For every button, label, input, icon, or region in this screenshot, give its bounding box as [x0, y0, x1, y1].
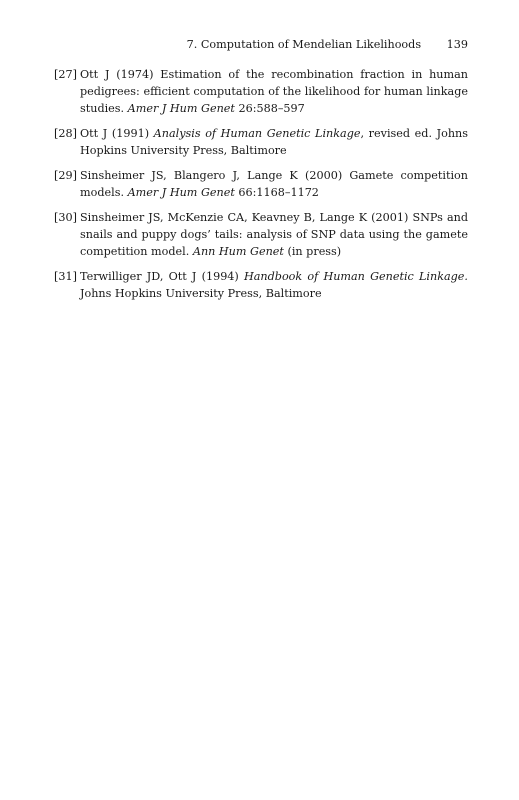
reference-segment: 66:1168–1172 — [234, 186, 319, 199]
reference-segment: Ott J (1991) — [80, 127, 154, 140]
reference-text — [80, 127, 468, 157]
reference-text — [80, 211, 468, 258]
journal-title: Amer J Hum Genet — [127, 186, 235, 199]
reference-list — [54, 66, 468, 310]
reference-item — [54, 209, 468, 260]
reference-text — [80, 270, 468, 300]
reference-segment: Terwilliger JD, Ott J (1994) — [80, 270, 244, 283]
reference-item — [54, 125, 468, 159]
book-title: Analysis of Human Genetic Linkage — [153, 127, 361, 140]
reference-segment: Johns Hopkins University Press, Baltimore — [80, 287, 322, 300]
reference-segment: (in press) — [283, 245, 342, 258]
reference-segment: Ott J (1974) Estimation of the recombination fraction in human pedigrees: efficient computation of the likelihood for human linkage studies. — [80, 68, 468, 115]
reference-number: [28] — [54, 127, 77, 140]
reference-text — [80, 68, 468, 115]
chapter-title: 7. Computation of Mendelian Likelihoods — [186, 38, 422, 51]
reference-number: [29] — [54, 169, 77, 182]
running-head — [0, 38, 468, 51]
journal-title: Ann Hum Genet — [192, 245, 284, 258]
reference-item — [54, 268, 468, 302]
book-title: Handbook of Human Genetic Linkage. — [243, 270, 468, 283]
reference-item — [54, 167, 468, 201]
reference-text — [80, 169, 468, 199]
reference-item — [54, 66, 468, 117]
reference-number: [31] — [54, 270, 77, 283]
journal-title: Amer J Hum Genet — [127, 102, 235, 115]
reference-segment: Sinsheimer JS, McKenzie CA, Keavney B, Lange K (2001) SNPs and snails and puppy dogs’ tails: analysis of SNP data using the gamete competition model. — [80, 211, 468, 258]
reference-segment: , revised ed. Johns Hopkins University Press, Baltimore — [80, 127, 468, 157]
reference-segment: Sinsheimer JS, Blangero J, Lange K (2000) Gamete competition models. — [80, 169, 468, 199]
page-number: 139 — [446, 38, 468, 51]
reference-number: [27] — [54, 68, 77, 81]
reference-segment: 26:588–597 — [234, 102, 305, 115]
reference-number: [30] — [54, 211, 77, 224]
